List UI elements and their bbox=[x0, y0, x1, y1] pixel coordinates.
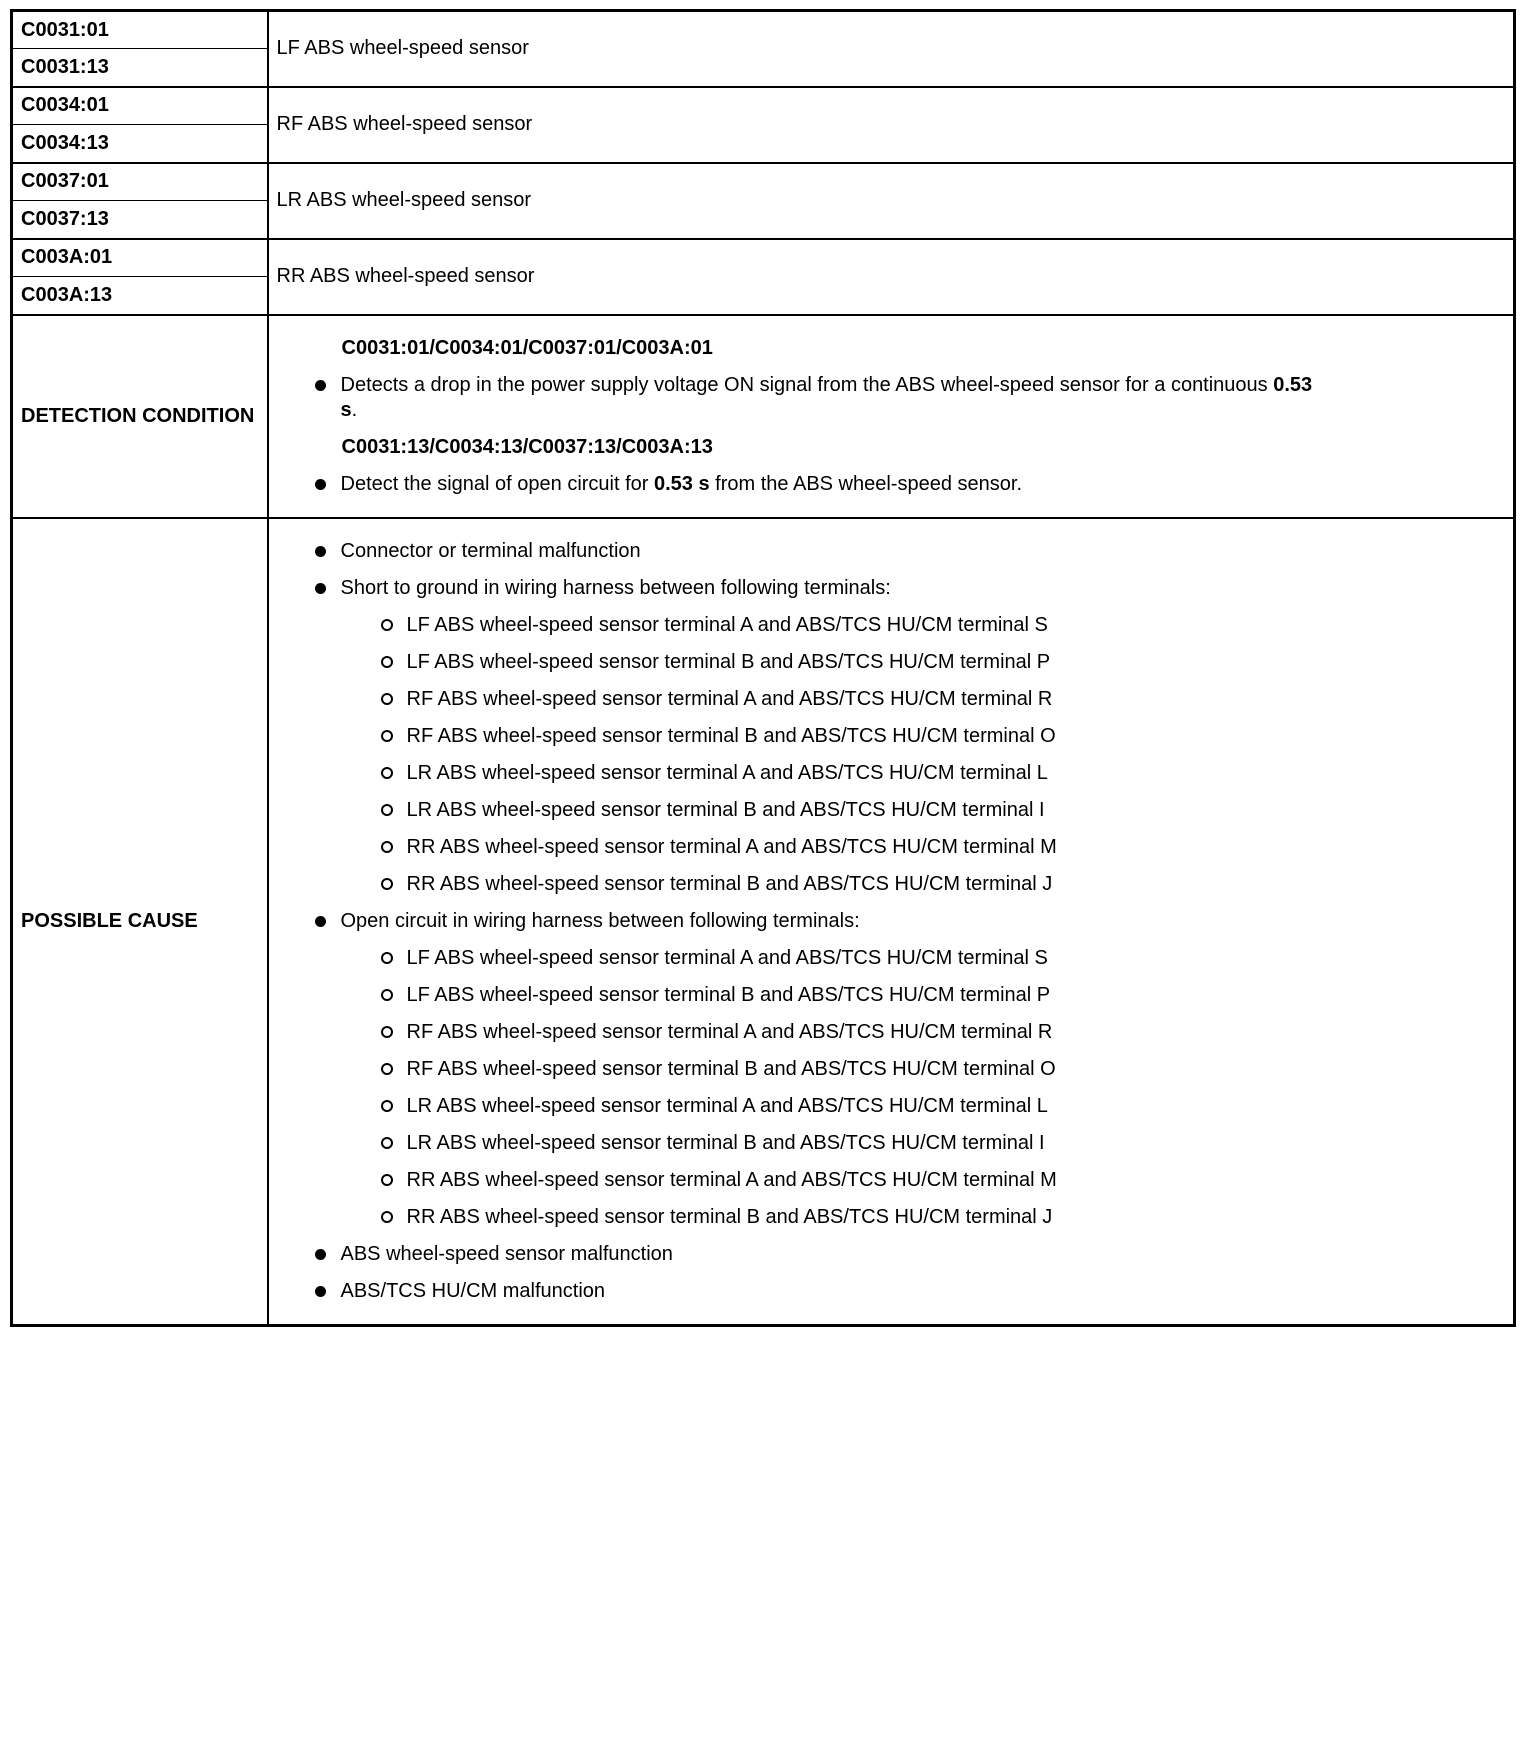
dtc-description: LF ABS wheel-speed sensor bbox=[268, 11, 1515, 87]
possible-cause-label: POSSIBLE CAUSE bbox=[12, 518, 268, 1326]
cause-sub-text: RR ABS wheel-speed sensor terminal B and ABS/TCS HU/CM terminal J bbox=[406, 1205, 1053, 1228]
table-row bbox=[12, 11, 1515, 49]
table-row bbox=[12, 239, 1515, 277]
cause-item bbox=[269, 1279, 1490, 1304]
cause-sub-item bbox=[269, 1168, 1490, 1193]
detection-text bbox=[341, 472, 1023, 497]
dtc-description: RR ABS wheel-speed sensor bbox=[268, 239, 1515, 315]
dtc-group-heading: C0031:01/C0034:01/C0037:01/C003A:01 bbox=[341, 336, 713, 359]
cause-sub-item bbox=[269, 761, 1490, 786]
possible-cause-row bbox=[12, 518, 1515, 1326]
circle-bullet-icon bbox=[381, 656, 393, 668]
detection-text-post: from the ABS wheel-speed sensor. bbox=[709, 472, 1023, 495]
dtc-code: C0034:01 bbox=[12, 87, 268, 125]
table-row bbox=[12, 87, 1515, 125]
circle-bullet-icon bbox=[381, 1137, 393, 1149]
cause-sub-item bbox=[269, 946, 1490, 971]
circle-bullet-icon bbox=[381, 619, 393, 631]
bullet-icon bbox=[315, 1286, 326, 1297]
cause-sub-item bbox=[269, 687, 1490, 712]
cause-text: ABS wheel-speed sensor malfunction bbox=[340, 1242, 673, 1265]
cause-sub-item bbox=[269, 1020, 1490, 1045]
bullet-icon bbox=[315, 583, 326, 594]
circle-bullet-icon bbox=[381, 952, 393, 964]
detection-condition-label: DETECTION CONDITION bbox=[12, 315, 268, 518]
cause-sub-text: LR ABS wheel-speed sensor terminal B and ABS/TCS HU/CM terminal I bbox=[406, 1131, 1045, 1154]
dtc-description: RF ABS wheel-speed sensor bbox=[268, 87, 1515, 163]
dtc-code: C0031:13 bbox=[12, 49, 268, 87]
cause-sub-text: RF ABS wheel-speed sensor terminal B and ABS/TCS HU/CM terminal O bbox=[406, 724, 1056, 747]
cause-item bbox=[269, 576, 1490, 601]
cause-sub-item bbox=[269, 983, 1490, 1008]
circle-bullet-icon bbox=[381, 878, 393, 890]
detection-text-post: . bbox=[351, 398, 358, 421]
cause-sub-item bbox=[269, 798, 1490, 823]
cause-item bbox=[269, 1242, 1490, 1267]
cause-sub-text: RF ABS wheel-speed sensor terminal A and ABS/TCS HU/CM terminal R bbox=[406, 687, 1053, 710]
possible-cause-content bbox=[268, 518, 1515, 1326]
cause-sub-item bbox=[269, 1131, 1490, 1156]
dtc-group-heading: C0031:13/C0034:13/C0037:13/C003A:13 bbox=[341, 435, 713, 458]
bullet-icon bbox=[315, 380, 326, 391]
table-row bbox=[12, 163, 1515, 201]
cause-sub-item bbox=[269, 613, 1490, 638]
cause-sub-item bbox=[269, 1094, 1490, 1119]
dtc-code: C0037:13 bbox=[12, 201, 268, 239]
circle-bullet-icon bbox=[381, 767, 393, 779]
cause-sub-text: RR ABS wheel-speed sensor terminal B and ABS/TCS HU/CM terminal J bbox=[406, 872, 1053, 895]
cause-text: Connector or terminal malfunction bbox=[340, 539, 641, 562]
circle-bullet-icon bbox=[381, 1100, 393, 1112]
detection-text bbox=[341, 373, 1321, 423]
dtc-description: LR ABS wheel-speed sensor bbox=[268, 163, 1515, 239]
cause-sub-item bbox=[269, 650, 1490, 675]
cause-sub-text: LR ABS wheel-speed sensor terminal A and ABS/TCS HU/CM terminal L bbox=[406, 1094, 1048, 1117]
detection-condition-row bbox=[12, 315, 1515, 518]
circle-bullet-icon bbox=[381, 730, 393, 742]
cause-sub-text: LF ABS wheel-speed sensor terminal B and ABS/TCS HU/CM terminal P bbox=[406, 650, 1051, 673]
circle-bullet-icon bbox=[381, 1174, 393, 1186]
cause-sub-text: LF ABS wheel-speed sensor terminal A and ABS/TCS HU/CM terminal S bbox=[406, 946, 1048, 969]
detection-bullet bbox=[269, 472, 1490, 497]
detection-text-bold: 0.53 s bbox=[654, 472, 710, 495]
cause-sub-text: LR ABS wheel-speed sensor terminal B and ABS/TCS HU/CM terminal I bbox=[406, 798, 1045, 821]
dtc-code: C0037:01 bbox=[12, 163, 268, 201]
circle-bullet-icon bbox=[381, 1211, 393, 1223]
dtc-code: C0031:01 bbox=[12, 11, 268, 49]
detection-bullet bbox=[269, 373, 1490, 423]
dtc-code: C0034:13 bbox=[12, 125, 268, 163]
cause-text: ABS/TCS HU/CM malfunction bbox=[340, 1279, 606, 1302]
detection-condition-content bbox=[268, 315, 1515, 518]
cause-text: Open circuit in wiring harness between following terminals: bbox=[340, 909, 860, 932]
bullet-icon bbox=[315, 546, 326, 557]
circle-bullet-icon bbox=[381, 989, 393, 1001]
dtc-code: C003A:01 bbox=[12, 239, 268, 277]
cause-sub-text: RF ABS wheel-speed sensor terminal A and ABS/TCS HU/CM terminal R bbox=[406, 1020, 1053, 1043]
cause-sub-text: RR ABS wheel-speed sensor terminal A and ABS/TCS HU/CM terminal M bbox=[406, 1168, 1057, 1191]
cause-text: Short to ground in wiring harness between following terminals: bbox=[340, 576, 891, 599]
dtc-table bbox=[10, 9, 1516, 1327]
bullet-icon bbox=[315, 479, 326, 490]
bullet-icon bbox=[315, 1249, 326, 1260]
cause-sub-text: RR ABS wheel-speed sensor terminal A and ABS/TCS HU/CM terminal M bbox=[406, 835, 1057, 858]
cause-sub-text: LF ABS wheel-speed sensor terminal A and ABS/TCS HU/CM terminal S bbox=[406, 613, 1048, 636]
detection-text-pre: Detect the signal of open circuit for bbox=[340, 472, 654, 495]
cause-sub-item bbox=[269, 1205, 1490, 1230]
circle-bullet-icon bbox=[381, 1026, 393, 1038]
circle-bullet-icon bbox=[381, 804, 393, 816]
cause-sub-text: LR ABS wheel-speed sensor terminal A and ABS/TCS HU/CM terminal L bbox=[406, 761, 1048, 784]
cause-sub-item bbox=[269, 1057, 1490, 1082]
bullet-icon bbox=[315, 916, 326, 927]
cause-sub-item bbox=[269, 872, 1490, 897]
circle-bullet-icon bbox=[381, 841, 393, 853]
detection-text-pre: Detects a drop in the power supply voltage ON signal from the ABS wheel-speed sensor for a continuous bbox=[340, 373, 1274, 396]
circle-bullet-icon bbox=[381, 1063, 393, 1075]
cause-item bbox=[269, 909, 1490, 934]
detection-text-bold: 0.53 s bbox=[340, 373, 1313, 421]
dtc-code: C003A:13 bbox=[12, 277, 268, 315]
cause-sub-text: LF ABS wheel-speed sensor terminal B and ABS/TCS HU/CM terminal P bbox=[406, 983, 1051, 1006]
cause-sub-text: RF ABS wheel-speed sensor terminal B and ABS/TCS HU/CM terminal O bbox=[406, 1057, 1056, 1080]
cause-sub-item bbox=[269, 724, 1490, 749]
cause-item bbox=[269, 539, 1490, 564]
cause-sub-item bbox=[269, 835, 1490, 860]
circle-bullet-icon bbox=[381, 693, 393, 705]
